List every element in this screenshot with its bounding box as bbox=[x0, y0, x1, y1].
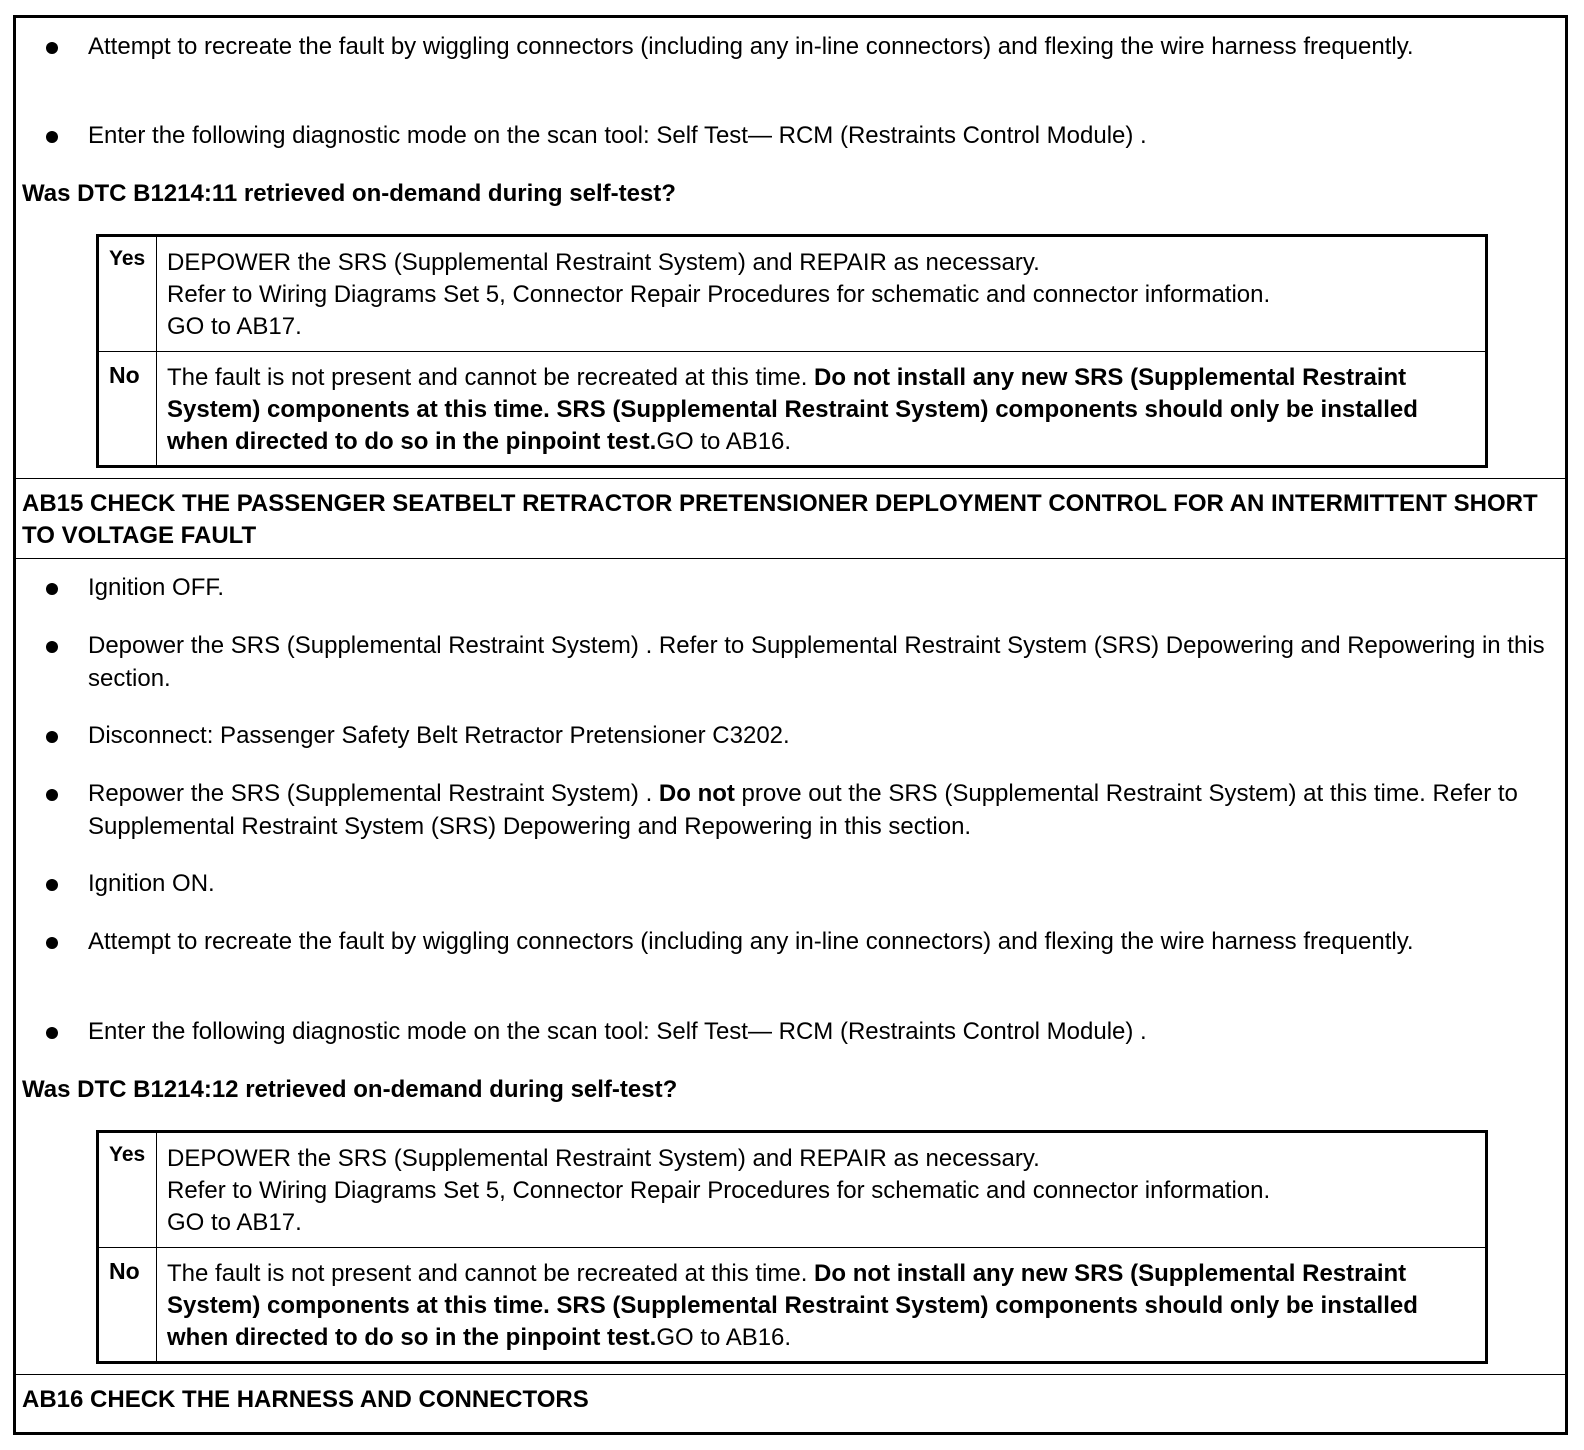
yes-row bbox=[99, 237, 1485, 351]
yes-action: DEPOWER the SRS (Supplemental Restraint System) and REPAIR as necessary. Refer to Wiring Diagrams Set 5, Connector Repair Procedures for schematic and connector information. GO to AB17. bbox=[167, 249, 1271, 340]
no-action: The fault is not present and cannot be recreated at this time. Do not install any new SRS (Supplemental Restraint System) components at this time. SRS (Supplemental Restraint System) components should only be installed when directed to do so in the pinpoint test.GO to AB16. bbox=[167, 1260, 1418, 1351]
bullet-icon bbox=[46, 131, 58, 143]
bullet-icon bbox=[46, 937, 58, 949]
bullet-icon bbox=[46, 1027, 58, 1039]
no-row bbox=[99, 351, 1485, 465]
divider bbox=[16, 478, 1565, 479]
no-label: No bbox=[99, 352, 157, 465]
no-label: No bbox=[99, 1248, 157, 1361]
procedure-frame: Attempt to recreate the fault by wiggling connectors (including any in-line connectors) and flexing the wire harness frequently. Enter the following diagnostic mode on the scan tool: Self Test— RCM (Restraints Control Module) . Was DTC B1214:11 retrieved on-demand during self-test? Yes DEPOWER the SRS (Supplemental Restraint System) and REPAIR as necessary. Refer to Wiring Diagrams Set 5, Connector Repair Procedures for schematic and connector information. GO to AB17. No The fault is not present and cannot be recreated at this time. Do not install any new SRS (Supplemental Restraint System) components at this time. SRS (Supplemental Restraint System) components should only be installed when directed to do so in the pinpoint test.GO to AB16. AB15 CHECK THE PASSENGER SEATBELT RETRACTOR PRETENSIONER DEPLOYMENT CONTROL FOR AN INTERMITTENT SHORT TO VOLTAGE FAULT Ignition OFF. Depower the SRS (Supplemental Restraint System) . Refer to Supplemental Restraint System (SRS) Depowering and Repowering in this section. Disconnect: Passenger Safety Belt Retractor Pretensioner C3202. Repower the SRS (Supplemental Restraint System) . Do not prove out the SRS (Supplemental Restraint System) at this time. Refer to Supplemental Restraint System (SRS) Depowering and Repowering in this section. Ignition ON. Attempt to recreate the fault by wiggling connectors (including any in-line connectors) and flexing the wire harness frequently. Enter the following diagnostic mode on the scan tool: Self Test— RCM (Restraints Control Module) . Was DTC B1214:12 retrieved on-demand during self-test? Yes DEPOWER the SRS (Supplemental Restraint System) and REPAIR as necessary. Refer to Wiring Diagrams Set 5, Connector Repair Procedures for schematic and connector information. GO to AB17. No The fault is not present and cannot be recreated at this time. Do not install any new SRS (Supplemental Restraint System) components at this time. SRS (Supplemental Restraint System) components should only be installed when directed to do so in the pinpoint test.GO to AB16. AB16 CHECK THE HARNESS AND CONNECTORS bbox=[13, 15, 1568, 1435]
bullet-icon bbox=[46, 641, 58, 653]
step-heading-ab16: AB16 CHECK THE HARNESS AND CONNECTORS bbox=[22, 1386, 589, 1413]
bullet-icon bbox=[46, 42, 58, 54]
no-action: The fault is not present and cannot be recreated at this time. Do not install any new SRS (Supplemental Restraint System) components at this time. SRS (Supplemental Restraint System) components should only be installed when directed to do so in the pinpoint test.GO to AB16. bbox=[167, 364, 1418, 455]
no-row bbox=[99, 1247, 1485, 1361]
bullet-icon bbox=[46, 879, 58, 891]
yes-no-table bbox=[96, 1130, 1488, 1364]
divider bbox=[16, 558, 1565, 559]
step-heading-ab15: AB15 CHECK THE PASSENGER SEATBELT RETRACTOR PRETENSIONER DEPLOYMENT CONTROL FOR AN INTERMITTENT SHORT TO VOLTAGE FAULT bbox=[22, 490, 1538, 549]
yes-no-table bbox=[96, 234, 1488, 468]
divider bbox=[16, 1374, 1565, 1375]
bullet-icon bbox=[46, 583, 58, 595]
yes-row bbox=[99, 1133, 1485, 1247]
yes-label: Yes bbox=[99, 1133, 157, 1247]
bullet-icon bbox=[46, 789, 58, 801]
question-text: Was DTC B1214:11 retrieved on-demand during self-test? bbox=[22, 180, 676, 207]
question-text: Was DTC B1214:12 retrieved on-demand during self-test? bbox=[22, 1076, 678, 1103]
yes-label: Yes bbox=[99, 237, 157, 351]
yes-action: DEPOWER the SRS (Supplemental Restraint System) and REPAIR as necessary. Refer to Wiring Diagrams Set 5, Connector Repair Procedures for schematic and connector information. GO to AB17. bbox=[167, 1145, 1271, 1236]
bullet-icon bbox=[46, 731, 58, 743]
